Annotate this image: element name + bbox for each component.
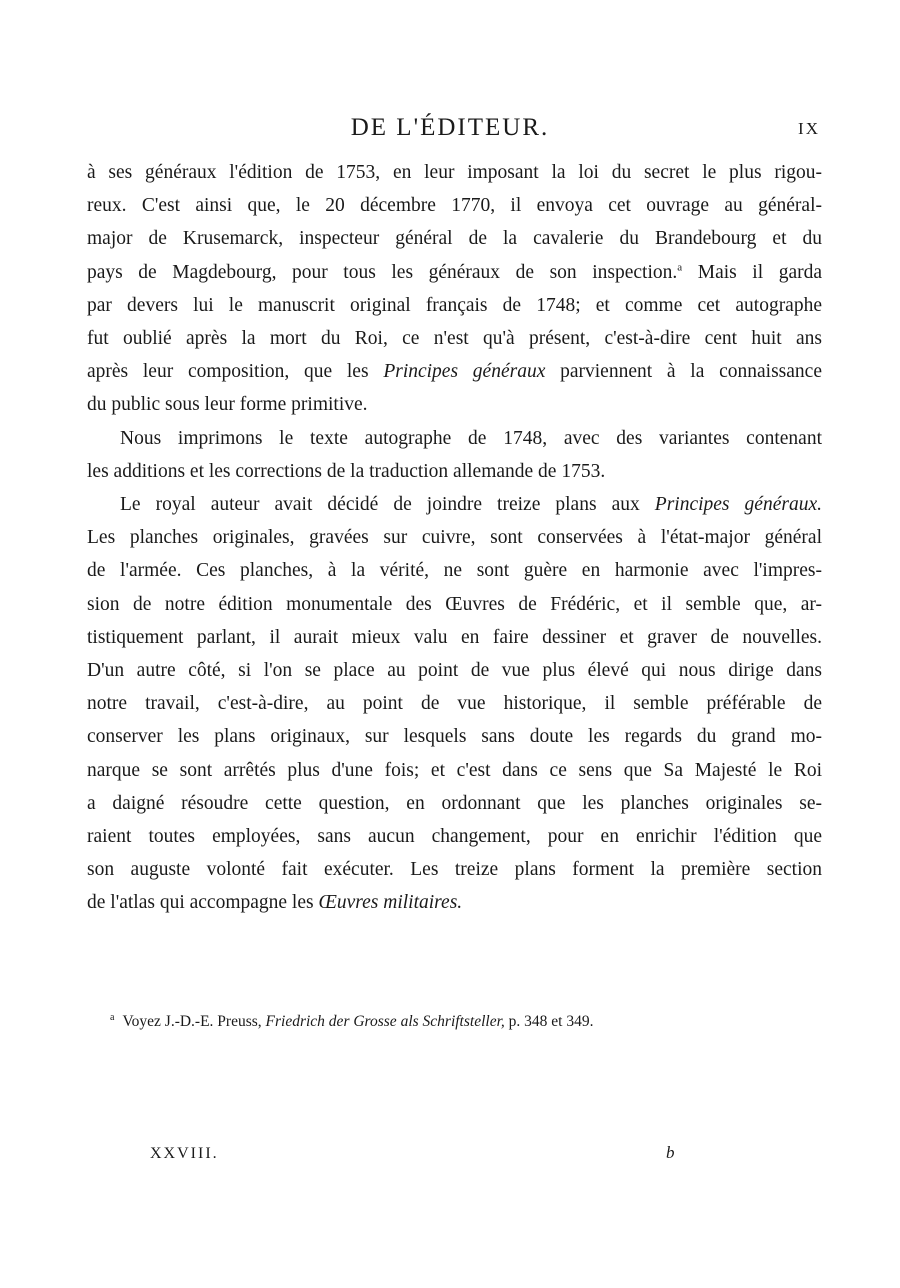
text-line <box>87 787 822 820</box>
italic-text: Œuvres militaires. <box>318 892 463 914</box>
text-line <box>87 554 822 587</box>
text-line <box>87 455 822 488</box>
text-line <box>87 488 822 521</box>
text-segment: de l'atlas qui accompagne les <box>87 892 319 914</box>
signature-volume: XXVIII. <box>150 1145 219 1162</box>
text-line <box>87 588 822 621</box>
running-head <box>0 114 900 146</box>
text-segment: tistiquement parlant, il aurait mieux valu en faire dessiner et graver de nouvelles. <box>87 626 822 648</box>
text-segment: pays de Magdebourg, pour tous les généraux de son inspection. <box>87 261 678 283</box>
text-line <box>87 388 822 421</box>
text-segment: raient toutes employées, sans aucun changement, pour en enrichir l'édition que <box>87 826 822 848</box>
text-line <box>87 189 822 222</box>
text-segment: D'un autre côté, si l'on se place au point de vue plus élevé qui nous dirige dans <box>87 660 822 682</box>
text-line <box>87 256 822 289</box>
text-segment: a daigné résoudre cette question, en ordonnant que les planches originales se- <box>87 792 822 814</box>
text-segment: Mais il garda <box>682 261 822 283</box>
text-segment: du public sous leur forme primitive. <box>87 394 368 416</box>
text-line <box>87 754 822 787</box>
italic-text: Principes généraux <box>383 361 546 383</box>
text-segment: notre travail, c'est-à-dire, au point de vue historique, il semble préférable de <box>87 693 822 715</box>
signature-letter: b <box>666 1143 675 1162</box>
text-segment: parviennent à la connaissance <box>545 361 822 383</box>
text-segment: major de Krusemarck, inspecteur général de la cavalerie du Brandebourg et du <box>87 228 822 250</box>
text-line <box>87 654 822 687</box>
text-line <box>87 820 822 853</box>
running-head-title: DE L'ÉDITEUR. <box>350 114 550 141</box>
text-line <box>87 355 822 388</box>
text-segment: à ses généraux l'édition de 1753, en leur imposant la loi du secret le plus rigou- <box>87 162 822 183</box>
text-line <box>87 853 822 886</box>
text-segment: son auguste volonté fait exécuter. Les treize plans forment la première section <box>87 859 822 881</box>
text-line <box>87 886 822 919</box>
italic-text: Principes généraux. <box>654 494 822 516</box>
footnote-mark: a <box>110 1012 115 1023</box>
footnote-reference: a <box>677 261 683 274</box>
page-number: IX <box>798 119 820 138</box>
text-segment: par devers lui le manuscrit original français de 1748; et comme cet autographe <box>87 294 822 316</box>
text-segment: Le royal auteur avait décidé de joindre treize plans aux <box>120 494 655 516</box>
text-segment: les additions et les corrections de la traduction allemande de 1753. <box>87 460 606 482</box>
text-segment: après leur composition, que les <box>87 361 384 383</box>
text-line <box>87 156 822 189</box>
text-segment: Nous imprimons le texte autographe de 1748, avec des variantes contenant <box>120 427 822 449</box>
footnote-title: Friedrich der Grosse als Schriftsteller, <box>265 1013 505 1031</box>
text-segment: fut oublié après la mort du Roi, ce n'est qu'à présent, c'est-à-dire cent huit ans <box>87 328 822 350</box>
footnote <box>110 1006 810 1034</box>
text-segment: reux. C'est ainsi que, le 20 décembre 1770, il envoya cet ouvrage au général- <box>87 195 822 217</box>
text-line <box>87 720 822 753</box>
footnote-text: p. 348 et 349. <box>504 1013 594 1031</box>
text-segment: conserver les plans originaux, sur lesquels sans doute les regards du grand mo- <box>87 726 822 748</box>
footnote-text: Voyez J.-D.-E. Preuss, <box>122 1013 266 1031</box>
body-text <box>87 156 822 920</box>
text-line <box>87 289 822 322</box>
text-line <box>87 621 822 654</box>
text-segment: sion de notre édition monumentale des Œuvres de Frédéric, et il semble que, ar- <box>87 593 822 615</box>
text-segment: Les planches originales, gravées sur cuivre, sont conservées à l'état-major général <box>87 527 822 549</box>
text-line <box>87 222 822 255</box>
text-line <box>87 322 822 355</box>
text-line <box>87 521 822 554</box>
text-segment: narque se sont arrêtés plus d'une fois; et c'est dans ce sens que Sa Majesté le Roi <box>87 759 822 781</box>
text-line <box>87 687 822 720</box>
text-segment: de l'armée. Ces planches, à la vérité, ne sont guère en harmonie avec l'impres- <box>87 560 822 582</box>
text-line <box>87 422 822 455</box>
